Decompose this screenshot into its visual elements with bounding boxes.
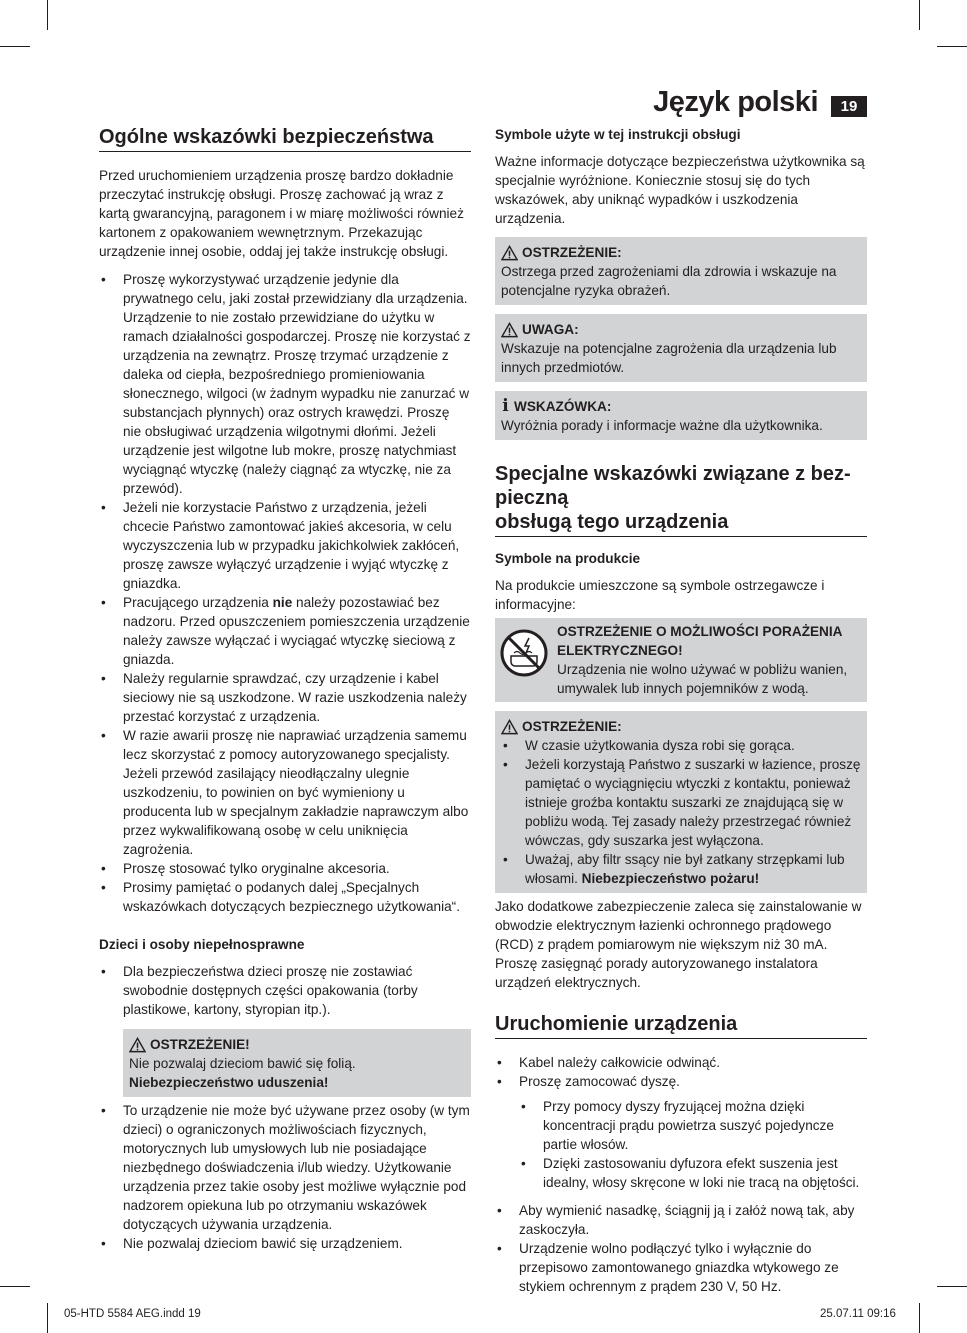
note-box: i WSKAZÓWKA: Wyróżnia porady i informacje ważne dla użytkownika. xyxy=(495,391,867,440)
warning-box: OSTRZEŻENIE: Ostrzega przed zagrożeniami dla zdrowia i wskazuje na potencjalne ryzyka obrażeń. xyxy=(495,237,867,305)
crop-mark xyxy=(47,0,48,30)
crop-mark xyxy=(919,1303,920,1333)
warning-box-text: Ostrzega przed zagrożeniami dla zdrowia i wskazuje na potencjalne ryzyka obrażeń. xyxy=(501,264,837,298)
crop-mark xyxy=(937,1286,967,1287)
crop-mark xyxy=(919,0,920,30)
info-icon: i xyxy=(502,396,509,416)
list-item: • Prosimy pamiętać o podanych dalej „Specjalnych wskazówkach dotyczących bezpiecznego użytkowania“. xyxy=(99,878,471,916)
list-item: • Dla bezpieczeństwa dzieci proszę nie zostawiać swobodnie dostępnych części opakowania (torby plastikowe, kartony, styropian itp.). xyxy=(99,962,471,1019)
footer-file: 05-HTD 5584 AEG.indd 19 xyxy=(64,1308,201,1320)
warning-triangle-icon xyxy=(129,1037,146,1053)
shock-warning-title: OSTRZEŻENIE O MOŻLIWOŚCI PORAŻENIA ELEKTRYCZNEGO! xyxy=(557,624,842,658)
list-item: • W razie awarii proszę nie naprawiać urządzenia samemu lecz skorzystać z pomocy autoryzowanego specjalisty. Jeżeli przewód zasilający nieodłączalny ulegnie uszkodzeniu, to powinien on być wymieniony u producenta lub w specjalnym zakładzie naprawczym albo przez wykwalifikowaną osobę w celu uniknięcia zagrożenia. xyxy=(99,726,471,859)
note-box-text: Wyróżnia porady i informacje ważne dla użytkownika. xyxy=(501,418,823,433)
safety-heading: Ogólne wskazówki bezpieczeństwa xyxy=(99,125,471,152)
warning-box-text: Nie pozwalaj dzieciom bawić się folią. xyxy=(129,1056,356,1071)
warning-box-children xyxy=(123,1029,471,1097)
symbols-heading: Symbole użyte w tej instrukcji obsługi xyxy=(495,127,741,142)
warning-box-title: OSTRZEŻENIE! xyxy=(129,1035,465,1054)
product-symbols-intro: Na produkcie umieszczone są symbole ostrzegawcze i informacyjne: xyxy=(495,578,825,612)
list-item: • W czasie użytkowania dysza robi się gorąca. xyxy=(501,736,861,755)
children-heading: Dzieci i osoby niepełnosprawne xyxy=(99,937,305,952)
crop-mark xyxy=(937,46,967,47)
list-item: • Kabel należy całkowicie odwinąć. xyxy=(495,1053,867,1072)
caution-box: UWAGA: Wskazuje na potencjalne zagrożenia dla urządzenia lub innych przedmiotów. xyxy=(495,314,867,382)
list-item: • Aby wymienić nasadkę, ściągnij ją i załóż nową tak, aby zaskoczyła. xyxy=(495,1201,867,1239)
list-item: • Pracującego urządzenia nie należy pozostawiać bez nadzoru. Przed opuszczeniem pomieszczenia urządzenie należy zawsze wyłączać i wyciągać wtyczkę sieciową z gniazda. xyxy=(99,593,471,669)
rcd-text: Jako dodatkowe zabezpieczenie zaleca się zainstalowanie w obwodzie elektrycznym łazienki ochronnego prądowego (RCD) z prądem pomiarowym nie większym niż 30 mA. Proszę zasięgnąć porady autoryzowanego instalatora urządzeń elektrycznych. xyxy=(495,899,862,990)
list-item: • Należy regularnie sprawdzać, czy urządzenie i kabel sieciowy nie są uszkodzone. W razie uszkodzenia należy przestać korzystać z urządzenia. xyxy=(99,669,471,726)
safety-intro: Przed uruchomieniem urządzenia proszę bardzo dokładnie przeczytać instrukcję obsługi. Proszę zachować ją wraz z kartą gwarancyjną, paragonem i w miarę możliwości również kartonem z opakowaniem wewnętrznym. Przekazując urządzenie innej osobie, oddaj jej także instrukcję obsługi. xyxy=(99,168,464,259)
startup-heading: Uruchomienie urządzenia xyxy=(495,1012,867,1039)
safety-list xyxy=(99,270,471,916)
list-item: • Jeżeli korzystają Państwo z suszarki w łazience, proszę pamiętać o wyciągnięciu wtyczki z kontaktu, ponieważ istnieje groźba kontaktu suszarki ze znajdującą się w pobliżu wodą. Tej zasady należy przestrzegać również wówczas, gdy suszarka jest wyłączona. xyxy=(501,755,861,850)
warning-triangle-icon xyxy=(501,245,518,261)
list-item: • Proszę wykorzystywać urządzenie jedynie dla prywatnego celu, jaki został przewidziany dla urządzenia. Urządzenie to nie zostało przewidziane do użytku w ramach działalności gospodarczej. Proszę nie korzystać z urządzenia na zewnątrz. Proszę trzymać urządzenie z daleka od ciepła, bezpośredniego promieniowania słonecznego, wilgoci (w żadnym wypadku nie zanurzać w substancjach płynnych) oraz ostrych krawędzi. Proszę nie obsługiwać urządzenia wilgotnymi dłońmi. Jeżeli urządzenie jest wilgotne lub mokre, proszę natychmiast wyciągnąć wtyczkę (należy ciągnąć za wtyczkę, nie za przewód). xyxy=(99,270,471,498)
special-heading: Specjalne wskazówki związane z bez- pieczną obsługą tego urządzenia xyxy=(495,462,867,537)
list-item: • Urządzenie wolno podłączyć tylko i wyłącznie do przepisowo zamontowanego gniazdka wtykowego ze stykiem ochrennym z prądem 230 V, 50 Hz. xyxy=(495,1239,867,1296)
warning-box-bold: Niebezpieczeństwo uduszenia! xyxy=(129,1075,329,1090)
page-number: 19 xyxy=(831,96,867,117)
caution-triangle-icon xyxy=(501,322,518,338)
left-column xyxy=(99,125,471,1253)
list-item: • Nie pozwalaj dzieciom bawić się urządzeniem. xyxy=(99,1234,471,1253)
startup-list xyxy=(495,1053,867,1091)
symbols-intro: Ważne informacje dotyczące bezpieczeństwa użytkownika są specjalnie wyróżnione. Koniecznie stosuj się do tych wskazówek, aby uniknąć wypadków i uszkodzenia urządzenia. xyxy=(495,154,865,226)
list-item: • Jeżeli nie korzystacie Państwo z urządzenia, jeżeli chcecie Państwo zamontować jakieś akcesoria, w celu wyczyszczenia lub w przypadku jakichkolwiek zakłóceń, proszę zawsze wyłączyć urządzenie i wyjąć wtyczkę z gniazdka. xyxy=(99,498,471,593)
list-item: • Przy pomocy dyszy fryzującej można dzięki koncentracji prądu powietrza suszyć pojedyncze partie włosów. xyxy=(519,1097,867,1154)
crop-mark xyxy=(47,1303,48,1333)
list-item: • Dzięki zastosowaniu dyfuzora efekt suszenia jest idealny, włosy skręcone w loki nie tracą na objętości. xyxy=(519,1154,867,1192)
warning-triangle-icon xyxy=(501,719,518,735)
warning-box-2: OSTRZEŻENIE: • W czasie użytkowania dysza robi się gorąca. • Jeżeli korzystają Państwo z suszarki w łazience, proszę pamiętać o wyciągnięciu wtyczki z kontaktu, ponieważ istnieje groźba kontaktu suszarki ze znajdującą się w pobliżu wodą. Tej zasady należy przestrzegać również wówczas, gdy suszarka jest wyłączona. • Uważaj, aby filtr ssący nie był zatkany strzępkami lub włosami. Niebezpieczeństwo pożaru! xyxy=(495,711,867,893)
right-column xyxy=(495,125,867,1296)
page-title: Język polski xyxy=(653,86,818,118)
no-water-bath-icon xyxy=(499,628,549,678)
children-list xyxy=(99,962,471,1019)
crop-mark xyxy=(0,46,30,47)
footer-date: 25.07.11 09:16 xyxy=(820,1308,896,1320)
startup-list-2 xyxy=(495,1201,867,1296)
crop-mark xyxy=(0,1286,30,1287)
children-list-2 xyxy=(99,1101,471,1253)
startup-sub-list xyxy=(519,1097,867,1192)
list-item: • Proszę zamocować dyszę. xyxy=(495,1072,867,1091)
list-item: • Uważaj, aby filtr ssący nie był zatkany strzępkami lub włosami. Niebezpieczeństwo pożaru! xyxy=(501,850,861,888)
caution-box-text: Wskazuje na potencjalne zagrożenia dla urządzenia lub innych przedmiotów. xyxy=(501,341,837,375)
shock-warning-text: Urządzenia nie wolno używać w pobliżu wanien, umywalek lub innych pojemników z wodą. xyxy=(557,662,848,696)
product-symbols-heading: Symbole na produkcie xyxy=(495,551,641,566)
shock-warning-box xyxy=(495,618,867,702)
list-item: • Proszę stosować tylko oryginalne akcesoria. xyxy=(99,859,471,878)
list-item: • To urządzenie nie może być używane przez osoby (w tym dzieci) o ograniczonych możliwościach fizycznych, motorycznych lub umysłowych lub nie posiadające niezbędnego doświadczenia i/lub wiedzy. Użytkowanie urządzenia przez takie osoby jest możliwe wyłącznie pod nadzorem opiekuna lub po otrzymaniu wskazówek dotyczących używania urządzenia. xyxy=(99,1101,471,1234)
